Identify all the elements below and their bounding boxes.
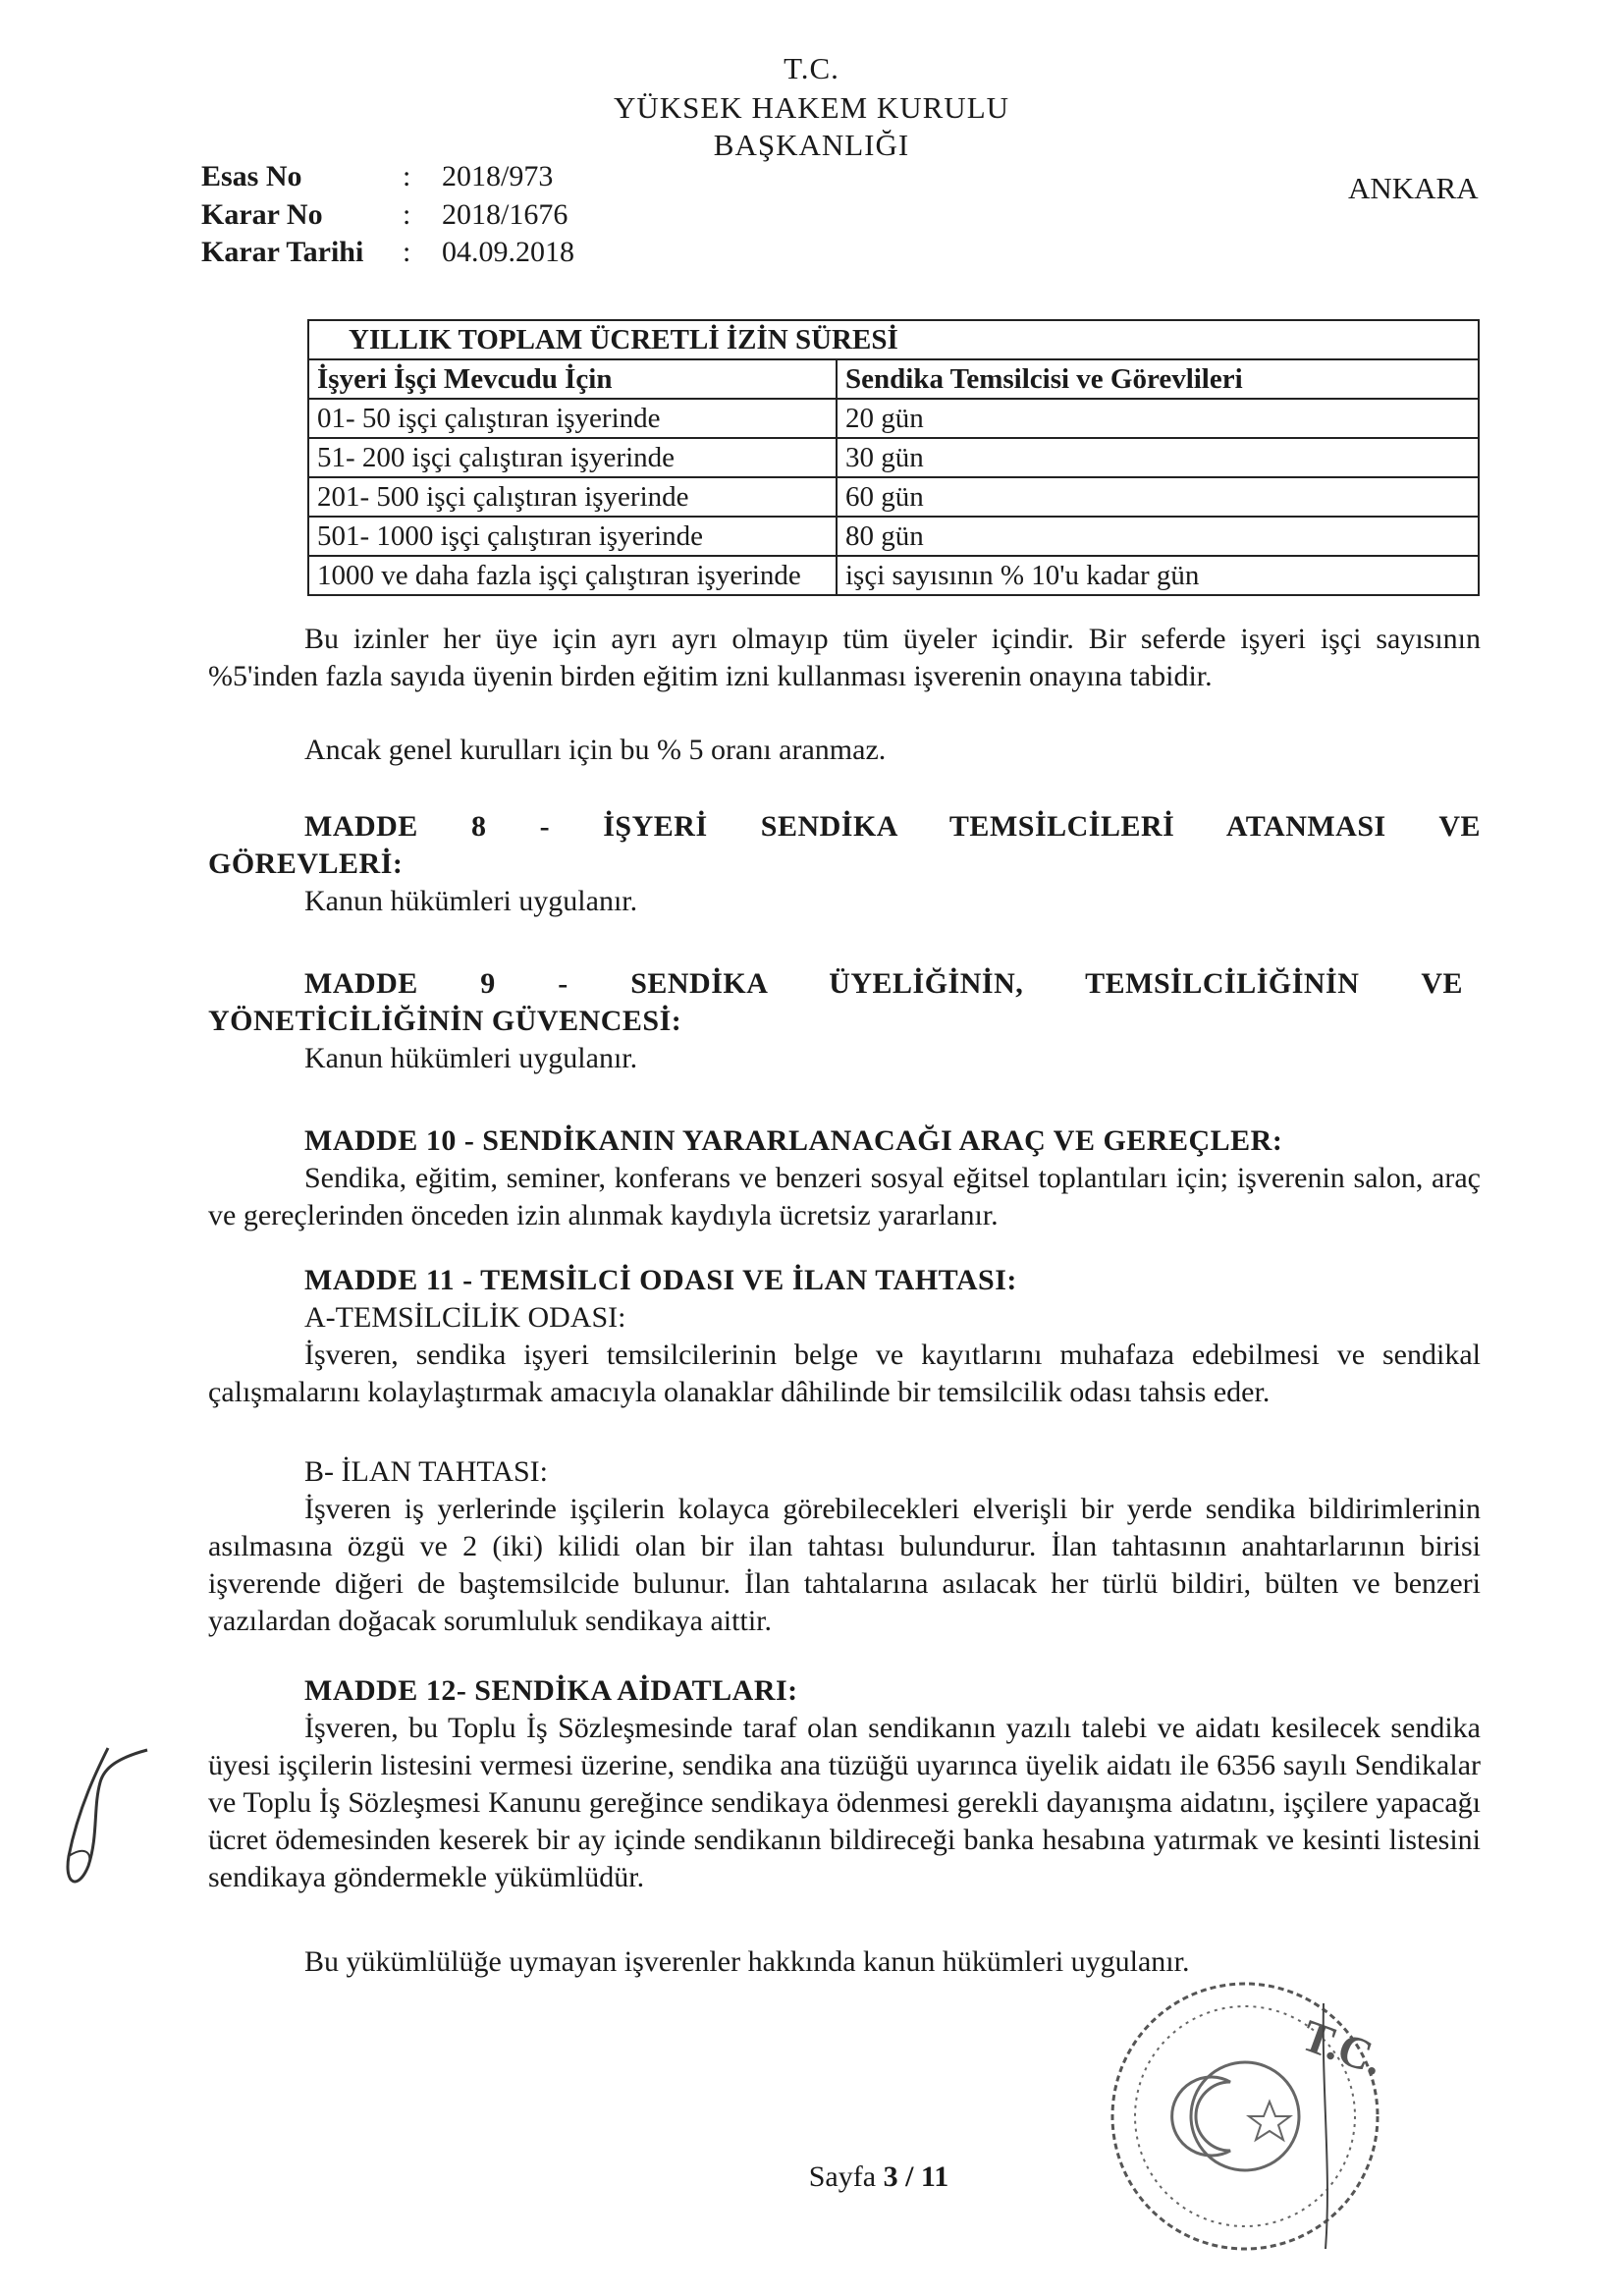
meta-tarih: [201, 236, 574, 269]
table-header-col1: İşyeri İşçi Mevcudu İçin: [308, 359, 837, 399]
table-title: YILLIK TOPLAM ÜCRETLİ İZİN SÜRESİ: [308, 320, 1479, 359]
paragraph-izin: Bu izinler her üye için ayrı ayrı olmayıp tüm üyeler içindir. Bir seferde işyeri işçi sayısının %5'inden fazla sayıda üyenin birden eğitim izni kullanması işverenin onayına tabidir.: [208, 623, 1481, 692]
table-header-col2: Sendika Temsilcisi ve Görevlileri: [837, 359, 1479, 399]
table-cell: 51- 200 işçi çalıştıran işyerinde: [308, 438, 837, 477]
meta-sep: :: [403, 236, 411, 268]
table-cell: 1000 ve daha fazla işçi çalıştıran işyerinde: [308, 556, 837, 595]
table-cell: 20 gün: [837, 399, 1479, 438]
header-city: ANKARA: [1348, 171, 1479, 205]
table-cell: 201- 500 işçi çalıştıran işyerinde: [308, 477, 837, 517]
table-row: [308, 399, 1479, 438]
header-institution: YÜKSEK HAKEM KURULU: [613, 90, 1010, 125]
meta-label: Esas No: [201, 160, 302, 192]
table-cell: 80 gün: [837, 517, 1479, 556]
madde9-body: Kanun hükümleri uygulanır.: [304, 1042, 638, 1074]
madde8-body: Kanun hükümleri uygulanır.: [304, 885, 638, 917]
meta-value: 2018/973: [442, 160, 554, 192]
madde9-title-cont: YÖNETİCİLİĞİNİN GÜVENCESİ:: [208, 1005, 682, 1037]
paragraph-genel-kurul: Ancak genel kurulları için bu % 5 oranı aranmaz.: [304, 734, 887, 766]
madde10-title: MADDE 10 - SENDİKANIN YARARLANACAĞI ARAÇ VE GEREÇLER:: [304, 1124, 1283, 1157]
header-tc: T.C.: [784, 51, 839, 85]
table-cell: 01- 50 işçi çalıştıran işyerinde: [308, 399, 837, 438]
madde9-title: MADDE 9 - SENDİKA ÜYELİĞİNİN, TEMSİLCİLİĞİNİN VE: [304, 967, 1463, 1000]
madde12-body: İşveren, bu Toplu İş Sözleşmesinde taraf olan sendikanın yazılı talebi ve aidatı kesilecek sendika üyesi işçilerin listesini vermesi üzerine, sendika ana tüzüğü uyarınca üyelik aidatı ile 6356 sayılı Sendikalar ve Toplu İş Sözleşmesi Kanunu gereğince sendikaya ödenmesi gerekli dayanışma aidatını, işçilere yapacağı ücret ödemesinden keserek bir ay içinde sendikanın bildireceği banka hesabına yatırmak ve kesinti listesini sendikaya göndermekle yükümlüdür.: [208, 1712, 1481, 1893]
meta-sep: :: [403, 198, 411, 231]
table-cell: işçi sayısının % 10'u kadar gün: [837, 556, 1479, 595]
page-num: 3 / 11: [883, 2160, 949, 2193]
table-cell: 60 gün: [837, 477, 1479, 517]
stamp-text: T.C.: [1295, 2009, 1390, 2085]
madde12-body2: Bu yükümlülüğe uymayan işverenler hakkında kanun hükümleri uygulanır.: [304, 1945, 1190, 1978]
leave-table: [307, 319, 1480, 596]
page-label: Sayfa: [808, 2160, 877, 2193]
meta-label: Karar No: [201, 198, 323, 231]
table-row: [308, 477, 1479, 517]
madde12-title: MADDE 12- SENDİKA AİDATLARI:: [304, 1674, 798, 1707]
meta-value: 04.09.2018: [442, 236, 574, 268]
madde8-title-cont: GÖREVLERİ:: [208, 847, 404, 880]
madde11-body-a: İşveren, sendika işyeri temsilcilerinin belge ve kayıtlarını muhafaza edebilmesi ve sendikal çalışmalarını kolaylaştırmak amacıyla olanaklar dâhilinde bir temsilcilik odası tahsis eder.: [208, 1339, 1481, 1408]
meta-label: Karar Tarihi: [201, 236, 364, 268]
table-row: [308, 556, 1479, 595]
signature-initial: [39, 1728, 167, 1905]
madde11-sub-b: B- İLAN TAHTASI:: [304, 1455, 548, 1488]
madde11-title: MADDE 11 - TEMSİLCİ ODASI VE İLAN TAHTASI:: [304, 1264, 1017, 1296]
madde10-body: Sendika, eğitim, seminer, konferans ve benzeri sosyal eğitsel toplantıları için; işverenin salon, araç ve gereçlerinden önceden izin alınmak kaydıyla ücretsiz yararlanır.: [208, 1162, 1481, 1231]
official-stamp: [1098, 1974, 1392, 2259]
page-number: [0, 2160, 1623, 2194]
table-cell: 30 gün: [837, 438, 1479, 477]
madde11-body-b: İşveren iş yerlerinde işçilerin kolayca görebilecekleri elverişli bir yerde sendika bildirimlerinin asılmasına özgü ve 2 (iki) kilidi olan bir ilan tahtası bulundurur. İlan tahtasının anahtarlarının birisi işverende diğeri de baştemsilcide bulunur. İlan tahtalarına asılacak her türlü bildiri, bülten ve benzeri yazılardan doğacak sorumluluk sendikaya aittir.: [208, 1493, 1481, 1637]
table-row: [308, 438, 1479, 477]
table-cell: 501- 1000 işçi çalıştıran işyerinde: [308, 517, 837, 556]
header-presidency: BAŞKANLIĞI: [713, 128, 910, 162]
meta-sep: :: [403, 160, 411, 192]
meta-karar: [201, 198, 568, 232]
madde8-title: MADDE 8 - İŞYERİ SENDİKA TEMSİLCİLERİ ATANMASI VE: [304, 810, 1481, 843]
meta-value: 2018/1676: [442, 198, 568, 231]
madde11-sub-a: A-TEMSİLCİLİK ODASI:: [304, 1301, 626, 1334]
table-row: [308, 517, 1479, 556]
meta-esas: [201, 160, 553, 193]
